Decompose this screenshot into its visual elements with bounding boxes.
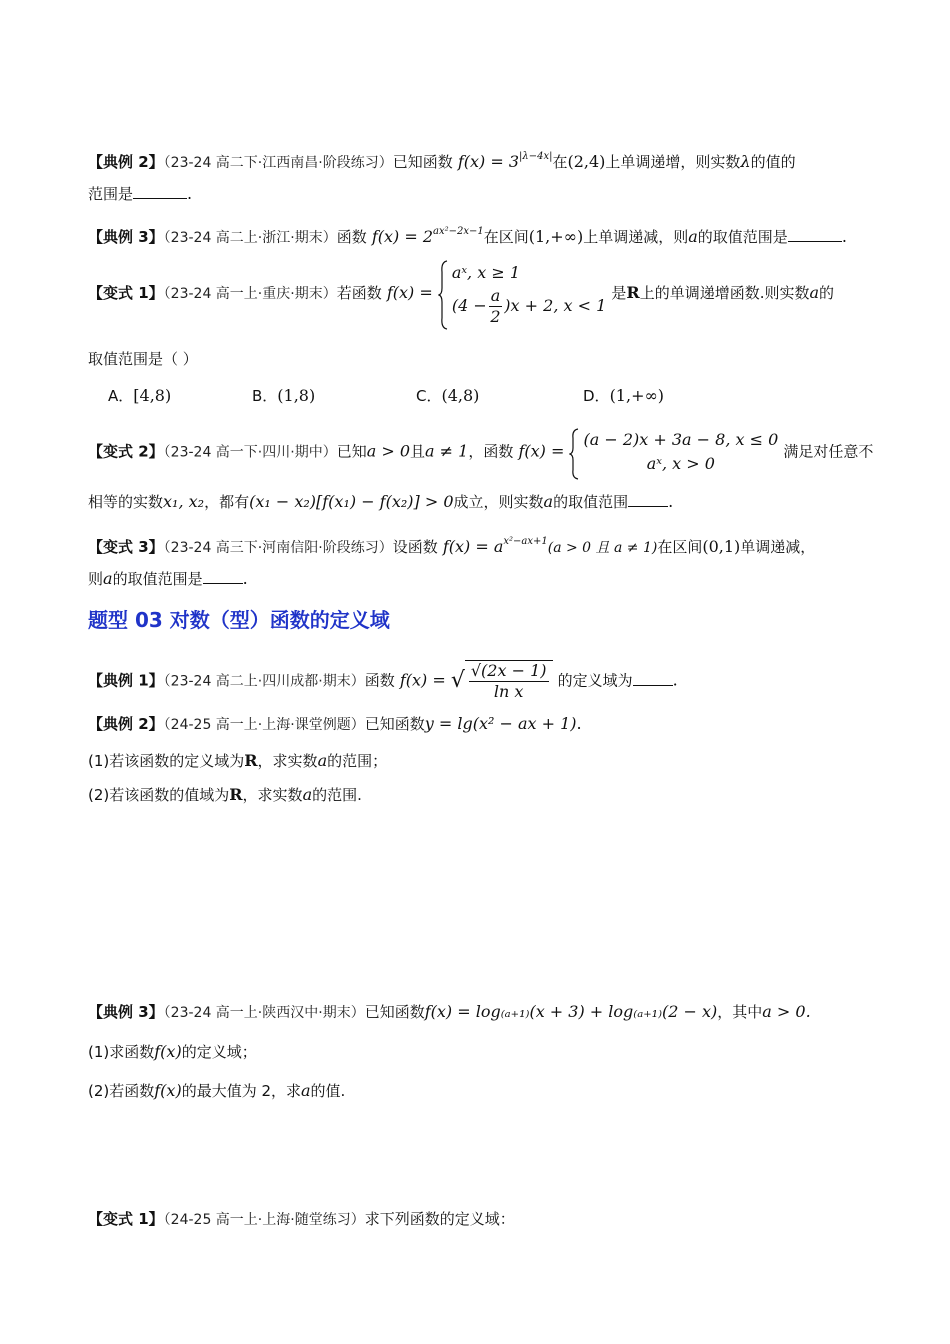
variant-1b: [88, 1208, 515, 1231]
text: 是: [611, 284, 627, 302]
text: 已知: [336, 442, 367, 461]
answer-blank: [203, 569, 243, 584]
text: 且: [410, 442, 426, 461]
example-2b-q2: [88, 784, 362, 806]
text: .: [668, 492, 674, 511]
source-note: （23-24 高三下·河南信阳·阶段练习）: [163, 540, 393, 556]
piece-row-1: aˣ, x ≥ 1: [451, 263, 520, 282]
piece-row-1: (a − 2)x + 3a − 8, x ≤ 0: [583, 430, 779, 449]
example-1b: [88, 660, 678, 702]
example-3b-q2: [88, 1080, 345, 1102]
text: 的: [819, 284, 835, 302]
option-b[interactable]: B．(1,8): [252, 386, 316, 405]
source-note: （24-25 高一上·上海·课堂例题）: [163, 717, 365, 733]
source-note: （23-24 高二上·四川成都·期末）: [163, 673, 365, 690]
section-heading: 题型 03 对数（型）函数的定义域: [88, 608, 390, 632]
example-tag: 【典例 3】: [88, 1003, 164, 1021]
text: 求下列函数的定义域：: [364, 1210, 515, 1228]
variant-1: [88, 260, 834, 327]
formula: $f(x) = a^{x^2-ax+1}$: [442, 536, 548, 556]
text: 已知函数: [392, 153, 453, 171]
formula-lhs: f(x) =: [386, 283, 433, 302]
source-note: （23-24 高二上·浙江·期末）: [163, 230, 337, 246]
formula: $f(x) = 3^{|\lambda-4x|}$: [457, 151, 553, 171]
text: .: [576, 714, 582, 733]
example-tag: 【典例 1】: [88, 671, 164, 690]
radical-sign: √: [450, 668, 465, 693]
variable: a: [301, 1081, 311, 1100]
text: 函数: [336, 228, 367, 246]
text: 的取值范围是: [112, 570, 203, 588]
real-set: R: [244, 751, 258, 770]
text: ，函数: [468, 442, 514, 461]
variable: a: [809, 283, 820, 302]
example-3b: [88, 1001, 811, 1024]
radical-fraction: $\frac{√(2x - 1)}{\text{ln x}}$: [465, 660, 553, 702]
answer-blank: [633, 671, 673, 686]
variable: a: [317, 751, 328, 770]
text: 的值的: [750, 153, 796, 171]
variant-tag: 【变式 2】: [88, 442, 164, 461]
condition: a ≠ 1: [425, 441, 469, 461]
example-2b-q1: [88, 750, 387, 772]
text: 函数: [364, 671, 395, 690]
piecewise-function: [438, 260, 606, 327]
example-2-line2: [88, 183, 192, 205]
variant-2: [88, 428, 873, 476]
text: 的定义域；: [181, 1043, 257, 1061]
text: 的最大值为 2，求: [181, 1082, 301, 1100]
text: (2)若该函数的值域为: [88, 786, 230, 804]
source-note: （24-25 高一上·上海·随堂练习）: [163, 1212, 365, 1228]
real-set: R: [626, 283, 640, 302]
text: 单调递减，: [740, 538, 816, 556]
text: .: [242, 569, 248, 588]
text: 上的单调递增函数.则实数: [639, 284, 810, 302]
text: (2)若函数: [88, 1082, 155, 1100]
option-d[interactable]: D．(1,+∞): [583, 386, 665, 405]
text: 范围是: [88, 185, 134, 203]
text: 取值范围是（ ）: [88, 350, 198, 368]
text: ，求实数: [257, 752, 318, 770]
text: 在区间: [657, 538, 703, 556]
formula-lhs: f(x) =: [518, 441, 565, 461]
text: ，求实数: [242, 786, 303, 804]
text: (1)若该函数的定义域为: [88, 752, 245, 770]
example-3: [88, 221, 847, 249]
variant-3-line2: [88, 568, 248, 590]
text: 在区间: [483, 228, 529, 246]
answer-blank: [788, 227, 842, 242]
answer-blank: [133, 184, 187, 199]
text: ，都有: [204, 493, 250, 511]
option-c[interactable]: C．(4,8): [416, 386, 480, 405]
variable: a: [103, 569, 113, 588]
variant-2-line2: [88, 491, 673, 513]
interval: (0,1): [702, 537, 741, 556]
variable: a: [302, 785, 313, 804]
formula: y = lg(x² − ax + 1): [424, 714, 577, 733]
inequality: (x₁ − x₂)[f(x₁) − f(x₂)] > 0: [249, 492, 454, 511]
text: 已知函数: [364, 1003, 425, 1021]
piece-row-2: aˣ, x > 0: [646, 454, 715, 473]
variant-1-line2: [88, 348, 198, 370]
text: 若函数: [336, 284, 382, 302]
text: 的取值范围是: [697, 228, 788, 246]
text: 设函数: [392, 538, 438, 556]
text: .: [672, 670, 678, 690]
text: (1)求函数: [88, 1043, 155, 1061]
option-a[interactable]: A．[4,8): [108, 386, 172, 405]
example-2: [88, 146, 796, 174]
text: 的范围；: [327, 752, 388, 770]
text: 的范围.: [312, 786, 362, 804]
text: 已知函数: [364, 715, 425, 733]
source-note: （23-24 高一上·重庆·期末）: [163, 286, 337, 302]
text: 在: [552, 153, 568, 171]
condition: a > 0: [366, 441, 411, 461]
formula-lhs: f(x) =: [399, 670, 446, 690]
condition: a > 0.: [762, 1002, 811, 1021]
text: 相等的实数: [88, 493, 164, 511]
formula: $f(x) = 2^{ax^2-2x-1}$: [371, 226, 484, 246]
variables: x₁, x₂: [163, 492, 205, 511]
formula: f(x): [154, 1042, 182, 1061]
example-tag: 【典例 2】: [88, 153, 164, 171]
text: 成立，则实数: [453, 493, 544, 511]
answer-blank: [628, 492, 668, 507]
condition: (a > 0 且 a ≠ 1): [547, 540, 658, 556]
example-2b: [88, 713, 582, 736]
text: 满足对任意不: [783, 442, 874, 461]
text: 则: [88, 570, 104, 588]
source-note: （23-24 高一上·陕西汉中·期末）: [163, 1005, 365, 1021]
variable: λ: [740, 152, 751, 171]
interval: (1,+∞): [528, 227, 584, 246]
text: 上单调递增，则实数: [605, 153, 741, 171]
variant-tag: 【变式 3】: [88, 538, 164, 556]
text: .: [187, 184, 193, 203]
interval: (2,4): [567, 152, 606, 171]
source-note: （23-24 高二下·江西南昌·阶段练习）: [163, 155, 393, 171]
text: ，其中: [717, 1003, 763, 1021]
variant-tag: 【变式 1】: [88, 284, 164, 302]
variable: a: [688, 227, 698, 246]
text: 的值.: [310, 1082, 346, 1100]
text: 上单调递减，则: [583, 228, 689, 246]
real-set: R: [229, 785, 243, 804]
variant-3: [88, 531, 815, 559]
text: 的定义域为: [557, 671, 633, 690]
example-tag: 【典例 2】: [88, 715, 164, 733]
example-3b-q1: [88, 1041, 257, 1063]
variant-tag: 【变式 1】: [88, 1210, 164, 1228]
piecewise-function: [569, 428, 778, 476]
piece-row-2: (4 − $\frac{a}{2}$ )x + 2, x < 1: [451, 286, 607, 326]
formula: f(x): [154, 1081, 182, 1100]
text: 的取值范围: [553, 493, 629, 511]
text: .: [841, 227, 847, 246]
example-tag: 【典例 3】: [88, 228, 164, 246]
variable: a: [543, 492, 554, 511]
source-note: （23-24 高一下·四川·期中）: [163, 444, 337, 461]
formula: f(x) = log₍ₐ₊₁₎(x + 3) + log₍ₐ₊₁₎(2 − x): [424, 1002, 718, 1021]
